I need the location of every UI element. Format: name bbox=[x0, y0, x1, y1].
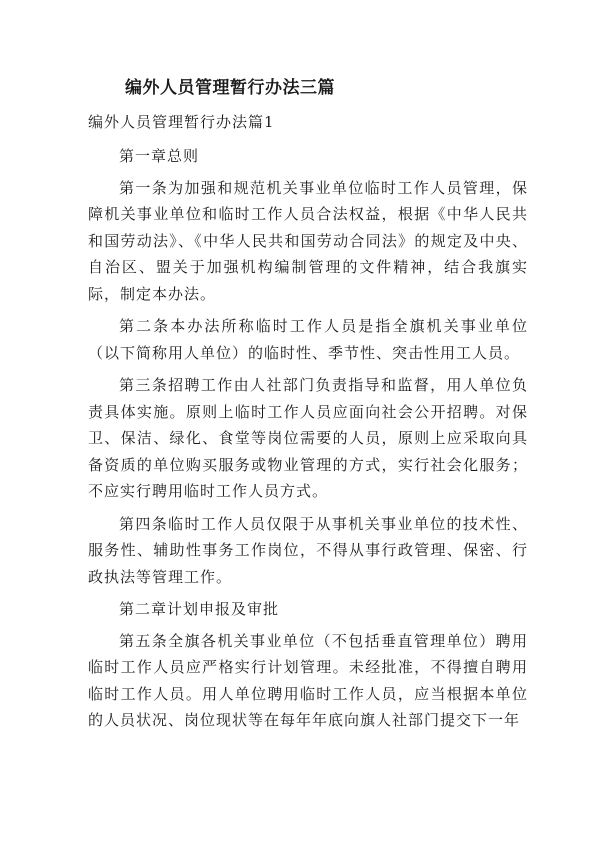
document-subtitle: 编外人员管理暂行办法篇1 bbox=[88, 113, 275, 131]
document-body bbox=[88, 143, 528, 740]
chapter-heading: 第二章计划申报及审批 bbox=[119, 600, 280, 618]
article-paragraph: 第五条全旗各机关事业单位（不包括垂直管理单位）聘用临时工作人员应严格实行计划管理。未经批准，不得擅自聘用临时工作人员。用人单位聘用临时工作人员，应当根据本单位的人员状况、岗位现状等在每年年底向旗人社部门提交下一年 bbox=[88, 631, 528, 729]
chapter-heading: 第一章总则 bbox=[119, 147, 200, 165]
article-paragraph: 第一条为加强和规范机关事业单位临时工作人员管理，保障机关事业单位和临时工作人员合法权益，根据《中华人民共和国劳动法》、《中华人民共和国劳动合同法》的规定及中央、自治区、盟关于加强机构编制管理的文件精神，结合我旗实际，制定本办法。 bbox=[88, 178, 528, 303]
article-paragraph: 第三条招聘工作由人社部门负责指导和监督，用人单位负责具体实施。原则上临时工作人员应面向社会公开招聘。对保卫、保洁、绿化、食堂等岗位需要的人员，原则上应采取向具备资质的单位购买服务或物业管理的方式，实行社会化服务；不应实行聘用临时工作人员方式。 bbox=[88, 376, 528, 500]
document-title: 编外人员管理暂行办法三篇 bbox=[125, 78, 335, 98]
article-paragraph: 第二条本办法所称临时工作人员是指全旗机关事业单位（以下简称用人单位）的临时性、季节性、突击性用工人员。 bbox=[88, 317, 528, 362]
article-paragraph: 第四条临时工作人员仅限于从事机关事业单位的技术性、服务性、辅助性事务工作岗位，不得从事行政管理、保密、行政执法等管理工作。 bbox=[88, 514, 528, 586]
